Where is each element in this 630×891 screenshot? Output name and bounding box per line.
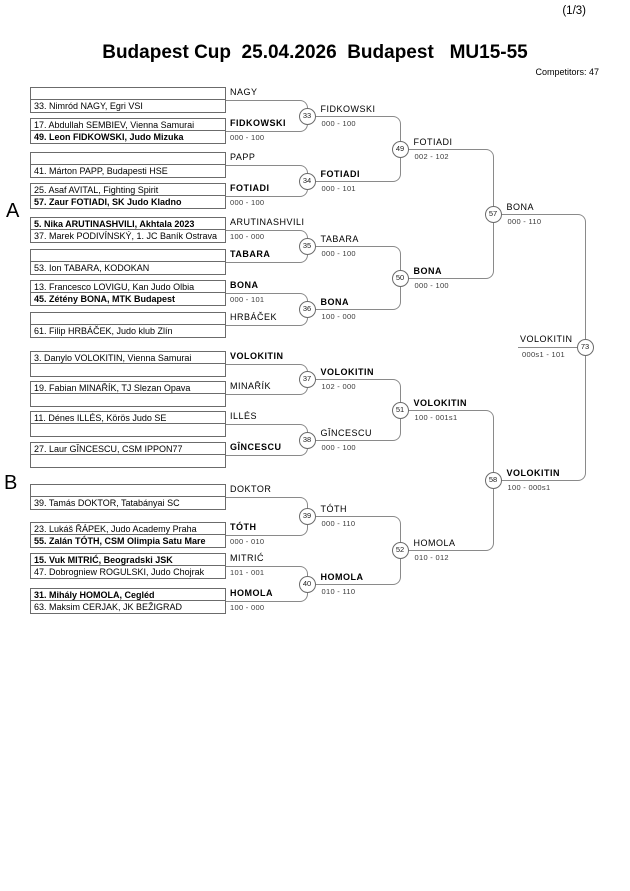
competitor-box-empty xyxy=(30,484,226,497)
competitor-box: 47. Dobrogniew ROGULSKI, Judo Chojrak xyxy=(30,566,226,579)
pair-winner-label: BONA xyxy=(230,280,259,290)
bracket-connector xyxy=(226,497,308,517)
match-number-circle: 34 xyxy=(299,173,316,190)
match-number-circle: 35 xyxy=(299,238,316,255)
bracket-connector xyxy=(493,214,586,348)
competitor-box: 31. Mihály HOMOLA, Cegléd xyxy=(30,588,226,601)
pair-winner-label: VOLOKITIN xyxy=(230,351,284,361)
match-number-circle: 73 xyxy=(577,339,594,356)
competitor-box: 49. Leon FIDKOWSKI, Judo Mizuka xyxy=(30,131,226,144)
final-winner-label: VOLOKITIN xyxy=(520,334,573,344)
competitor-box: 5. Nika ARUTINASHVILI, Akhtala 2023 xyxy=(30,217,226,230)
match-score: 002 - 102 xyxy=(414,152,449,161)
match-winner-label: HOMOLA xyxy=(320,572,364,582)
match-score: 010 - 012 xyxy=(414,553,449,562)
pair-winner-label: TABARA xyxy=(230,249,271,259)
pair-winner-label: TÓTH xyxy=(230,522,257,532)
pair-winner-label: PAPP xyxy=(230,152,256,162)
competitor-box: 3. Danylo VOLOKITIN, Vienna Samurai xyxy=(30,351,226,364)
competitor-box-empty xyxy=(30,249,226,262)
final-winner-line xyxy=(518,347,585,348)
pair-score: 101 - 001 xyxy=(230,568,265,577)
bracket-connector xyxy=(226,424,308,441)
match-winner-label: VOLOKITIN xyxy=(413,398,467,408)
match-winner-label: BONA xyxy=(320,297,349,307)
competitor-box: 19. Fabian MINAŘÍK, TJ Slezan Opava xyxy=(30,381,226,394)
pair-winner-label: ILLÉS xyxy=(230,411,258,421)
match-number-circle: 36 xyxy=(299,301,316,318)
pair-score: 000 - 010 xyxy=(230,537,265,546)
competitor-box: 27. Laur GÎNCESCU, CSM IPPON77 xyxy=(30,442,226,455)
match-winner-label: VOLOKITIN xyxy=(320,367,374,377)
competitor-box-empty xyxy=(30,364,226,377)
match-winner-label: FOTIADI xyxy=(320,169,360,179)
match-number-circle: 58 xyxy=(485,472,502,489)
match-score: 000 - 110 xyxy=(321,519,356,528)
match-score: 100 - 000 xyxy=(321,312,356,321)
competitor-box-empty xyxy=(30,152,226,165)
pair-winner-label: NAGY xyxy=(230,87,258,97)
competitor-box-empty xyxy=(30,394,226,407)
pair-score: 100 - 000 xyxy=(230,232,265,241)
page-title: Budapest Cup 25.04.2026 Budapest MU15-55 xyxy=(102,42,528,63)
match-winner-label: GÎNCESCU xyxy=(320,428,373,438)
competitor-box: 57. Zaur FOTIADI, SK Judo Kladno xyxy=(30,196,226,209)
match-winner-label: BONA xyxy=(506,202,535,212)
pair-score: 000 - 101 xyxy=(230,295,265,304)
competitor-box: 15. Vuk MITRIĆ, Beogradski JSK xyxy=(30,553,226,566)
section-letter-b: B xyxy=(4,472,18,494)
competitors-count: Competitors: 47 xyxy=(535,67,599,77)
pair-score: 100 - 000 xyxy=(230,603,265,612)
final-score: 000s1 - 101 xyxy=(522,350,565,359)
match-score: 010 - 110 xyxy=(321,587,356,596)
pair-winner-label: FOTIADI xyxy=(230,183,270,193)
competitor-box: 41. Márton PAPP, Budapesti HSE xyxy=(30,165,226,178)
bracket-connector xyxy=(493,347,586,481)
competitor-box: 61. Filip HRBÁČEK, Judo klub Zlín xyxy=(30,325,226,338)
pair-winner-label: FIDKOWSKI xyxy=(230,118,286,128)
pair-winner-label: MINAŘÍK xyxy=(230,381,272,391)
pair-winner-label: ARUTINASHVILI xyxy=(230,217,305,227)
bracket-connector xyxy=(226,165,308,182)
competitor-box: 17. Abdullah SEMBIEV, Vienna Samurai xyxy=(30,118,226,131)
competitor-box-empty xyxy=(30,87,226,100)
pair-winner-label: HOMOLA xyxy=(230,588,273,598)
match-winner-label: FIDKOWSKI xyxy=(320,104,376,114)
match-score: 100 - 000s1 xyxy=(507,483,551,492)
match-number-circle: 57 xyxy=(485,206,502,223)
competitor-box: 63. Maksim CERJAK, JK BEŽIGRAD xyxy=(30,601,226,614)
bracket-connector xyxy=(226,364,308,380)
match-number-circle: 52 xyxy=(392,542,409,559)
match-score: 000 - 101 xyxy=(321,184,356,193)
match-score: 000 - 100 xyxy=(414,281,449,290)
match-number-circle: 40 xyxy=(299,576,316,593)
competitor-box-empty xyxy=(30,312,226,325)
pair-winner-label: MITRIĆ xyxy=(230,553,264,563)
match-score: 000 - 100 xyxy=(321,119,356,128)
competitor-box: 37. Marek PODIVÍNSKÝ, 1. JC Baník Ostrava xyxy=(30,230,226,243)
pair-winner-label: GÎNCESCU xyxy=(230,442,282,452)
competitor-box: 45. Zétény BONA, MTK Budapest xyxy=(30,293,226,306)
pair-score: 000 - 100 xyxy=(230,133,265,142)
pair-winner-label: HRBÁČEK xyxy=(230,312,278,322)
match-number-circle: 49 xyxy=(392,141,409,158)
competitor-box-empty xyxy=(30,424,226,437)
pair-winner-label: DOKTOR xyxy=(230,484,272,494)
competitor-box: 13. Francesco LOVIGU, Kan Judo Olbia xyxy=(30,280,226,293)
match-winner-label: FOTIADI xyxy=(413,137,453,147)
match-number-circle: 37 xyxy=(299,371,316,388)
match-number-circle: 50 xyxy=(392,270,409,287)
competitor-box: 39. Tamás DOKTOR, Tatabányai SC xyxy=(30,497,226,510)
match-score: 100 - 001s1 xyxy=(414,413,458,422)
match-winner-label: HOMOLA xyxy=(413,538,456,548)
competitor-box: 33. Nimród NAGY, Egri VSI xyxy=(30,100,226,113)
competitor-box: 55. Zalán TÓTH, CSM Olimpia Satu Mare xyxy=(30,535,226,548)
match-winner-label: BONA xyxy=(413,266,442,276)
match-number-circle: 38 xyxy=(299,432,316,449)
match-number-circle: 51 xyxy=(392,402,409,419)
match-score: 000 - 110 xyxy=(507,217,542,226)
match-winner-label: TÓTH xyxy=(320,504,347,514)
bracket-connector xyxy=(226,100,308,117)
competitor-box-empty xyxy=(30,455,226,468)
match-score: 102 - 000 xyxy=(321,382,356,391)
match-score: 000 - 100 xyxy=(321,443,356,452)
competitor-box: 11. Dénes ILLÉS, Körös Judo SE xyxy=(30,411,226,424)
match-winner-label: VOLOKITIN xyxy=(506,468,560,478)
competitor-box: 23. Lukáš ŘÁPEK, Judo Academy Praha xyxy=(30,522,226,535)
match-score: 000 - 100 xyxy=(321,249,356,258)
section-letter-a: A xyxy=(6,200,20,222)
match-number-circle: 39 xyxy=(299,508,316,525)
match-winner-label: TABARA xyxy=(320,234,359,244)
match-number-circle: 33 xyxy=(299,108,316,125)
pair-score: 000 - 100 xyxy=(230,198,265,207)
competitor-box: 25. Asaf AVITAL, Fighting Spirit xyxy=(30,183,226,196)
page-indicator: (1/3) xyxy=(562,5,586,17)
competitor-box: 53. Ion TABARA, KODOKAN xyxy=(30,262,226,275)
